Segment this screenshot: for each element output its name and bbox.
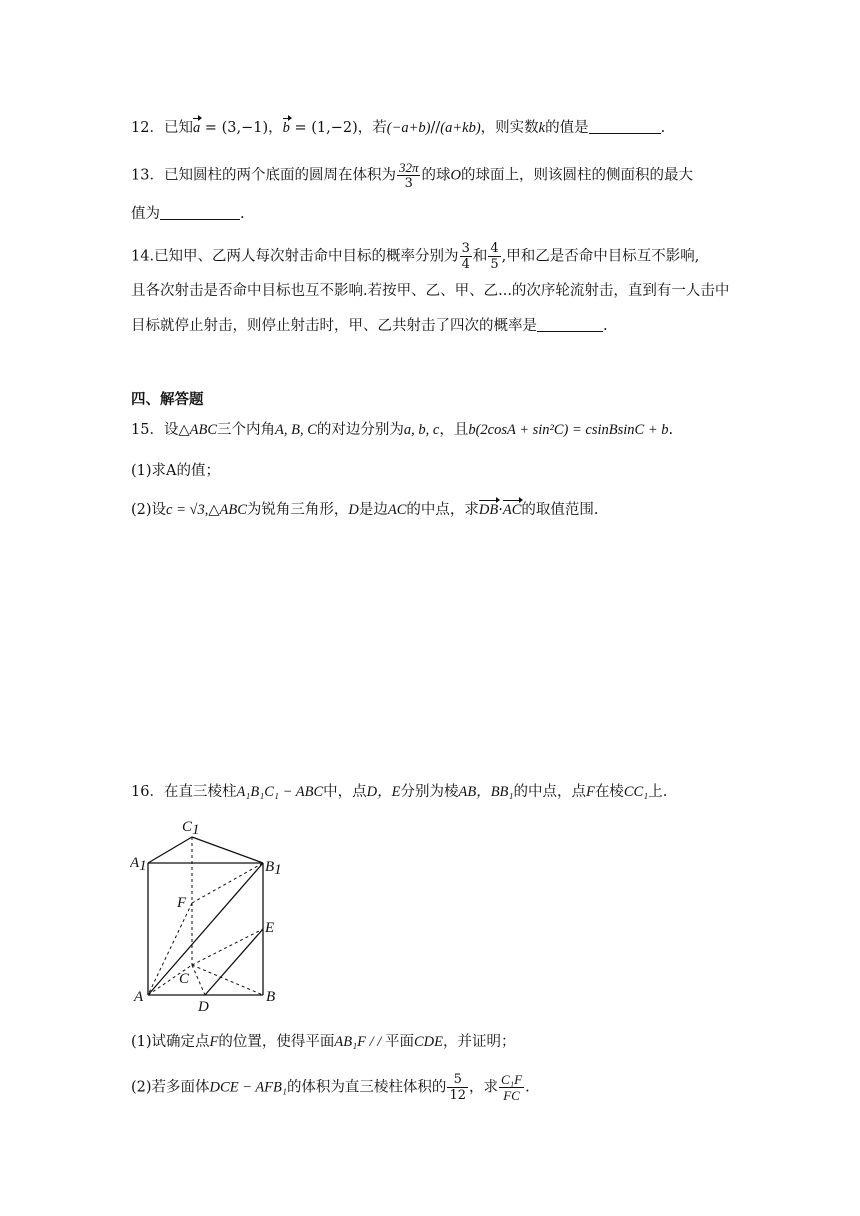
- q15-text1: 设: [163, 422, 179, 438]
- q15-p2-vector-AC: AC: [502, 502, 522, 518]
- q16-BB1: BB₁: [490, 784, 514, 800]
- q14-end: .: [603, 318, 608, 334]
- q14-text4: 目标就停止射击，则停止射击时，甲、乙共射击了四次的概率是: [131, 318, 537, 334]
- q15-part1-text: (1)求A的值；: [131, 463, 221, 479]
- q16-p2-ratio-den: FC: [503, 1088, 520, 1103]
- q16-p1-d: ，并证明；: [442, 1034, 516, 1050]
- q16-number: 16．: [131, 784, 164, 800]
- question-15-part2: [131, 500, 599, 520]
- q13-number: 13．: [131, 167, 164, 184]
- q15-p2-d: 的中点，求: [406, 502, 479, 518]
- q16-p1-parallel: / /: [366, 1034, 385, 1050]
- question-14-line3: [131, 315, 608, 336]
- q16-F: F: [585, 784, 595, 800]
- q16-p1-a: (1)试确定点: [131, 1034, 210, 1050]
- label-A: A: [134, 989, 144, 1005]
- q14-frac-1: [460, 241, 472, 272]
- q16-text5: 在棱: [594, 784, 624, 800]
- q15-text4: ，且: [439, 422, 469, 438]
- section-title: 四、解答题: [131, 392, 204, 408]
- question-15-part1: [131, 461, 220, 481]
- q15-p2-AC: AC: [387, 502, 407, 518]
- q16-p1-c: 平面: [384, 1034, 414, 1050]
- q12-tail: 的值是: [545, 120, 589, 136]
- q13-text3: 的球面上，则该圆柱的侧面积的最大: [460, 167, 693, 184]
- q13-text4: 值为: [131, 206, 160, 222]
- label-D: D: [198, 999, 209, 1015]
- edge-DE: [205, 929, 263, 995]
- q15-p2-a: (2)设: [131, 502, 167, 518]
- q16-p2-frac-num: 5: [447, 1072, 468, 1088]
- q16-p1-b: 的位置，使得平面: [218, 1034, 335, 1050]
- label-C: C: [179, 971, 190, 987]
- q14-text2: ,甲和乙是否命中目标互不影响,: [501, 248, 700, 265]
- q15-equation: b(2cosA + sin²C) = csinBsinC + b: [468, 422, 669, 438]
- q15-end: .: [668, 422, 674, 438]
- q12-parallel: //: [430, 120, 441, 136]
- q16-p2-b: 的体积为直三棱柱体积的: [286, 1079, 447, 1096]
- q15-number: 15．: [131, 422, 164, 438]
- q16-text1: 在直三棱柱: [163, 784, 237, 800]
- question-13-cont: [131, 203, 245, 224]
- prism-figure: [130, 815, 290, 1015]
- q16-CC1: CC₁: [623, 784, 649, 800]
- q14-text1: 已知甲、乙两人每次射击命中目标的概率分别为: [154, 248, 459, 265]
- q14-frac2-num: 4: [490, 241, 499, 256]
- q13-fraction: [397, 160, 421, 191]
- q14-frac1-den: 4: [461, 257, 470, 272]
- q16-p2-ratio: [499, 1072, 524, 1103]
- edge-A1C1: [148, 837, 192, 863]
- edge-CE: [192, 929, 263, 965]
- label-B1: B1: [265, 859, 282, 878]
- q16-p2-frac-den: 12: [449, 1088, 466, 1103]
- q12-prefix: 已知: [163, 120, 193, 136]
- q14-answer-blank[interactable]: [537, 315, 603, 332]
- q15-triangle: △ABC: [178, 422, 217, 438]
- q12-number: 12．: [131, 120, 164, 136]
- q13-text1: 已知圆柱的两个底面的圆周在体积为: [163, 167, 396, 184]
- q13-end: .: [240, 206, 245, 222]
- q16-p2-polyhedron: DCE − AFB₁: [209, 1079, 287, 1096]
- label-F: F: [177, 895, 187, 911]
- q12-end: .: [660, 120, 666, 136]
- q14-frac1-num: 3: [461, 241, 470, 256]
- edge-AB1: [148, 863, 263, 995]
- vector-a-symbol: a: [192, 120, 201, 136]
- q12-lhs: (−a+b): [386, 120, 431, 136]
- q14-frac-2: [488, 241, 500, 272]
- q16-AB: AB，: [458, 784, 491, 800]
- q16-p1-plane2: CDE: [413, 1034, 443, 1050]
- q15-p2-triangle: △ABC: [208, 502, 247, 518]
- q16-p2-fraction: [447, 1072, 468, 1103]
- q12-ask: ，则实数: [480, 120, 539, 136]
- q12-rhs: (a+kb): [440, 120, 481, 136]
- q15-p2-c: c = √3,: [166, 502, 209, 518]
- q15-angles: A, B, C: [275, 422, 317, 438]
- q12-condition: 若: [372, 120, 387, 136]
- q14-number: 14.: [131, 248, 155, 265]
- q15-text2: 三个内角: [217, 422, 275, 438]
- q15-p2-b: 为锐角三角形，: [246, 502, 349, 518]
- q15-p2-c2: 是边: [358, 502, 388, 518]
- vector-b-value: (1,−2): [311, 120, 358, 136]
- q15-p2-dot: ·: [498, 502, 503, 518]
- label-C1: C1: [182, 819, 200, 838]
- label-A1: A1: [130, 855, 147, 874]
- q15-sides: a, b, c: [403, 422, 440, 438]
- q13-frac-den: 3: [404, 176, 413, 191]
- q13-text2: 的球: [421, 167, 451, 184]
- q13-answer-blank[interactable]: [160, 203, 240, 220]
- question-13: [131, 160, 693, 191]
- q14-frac2-den: 5: [490, 257, 499, 272]
- q16-text2: 中，点: [323, 784, 367, 800]
- q15-p2-D: D: [348, 502, 359, 518]
- q16-text6: 上.: [648, 784, 668, 800]
- q16-p2-c: ，求: [468, 1079, 498, 1096]
- q16-p1-F: F: [209, 1034, 219, 1050]
- vector-a-value: (3,−1): [221, 120, 269, 136]
- label-E: E: [265, 920, 275, 936]
- q16-p2-end: .: [525, 1079, 530, 1096]
- question-16-part2: [131, 1072, 530, 1103]
- q14-text3: 且各次射击是否命中目标也互不影响.若按甲、乙、甲、乙...的次序轮流射击，直到有一人击中: [131, 283, 730, 299]
- label-B: B: [266, 989, 276, 1005]
- q16-p1-plane1: AB₁F: [334, 1034, 367, 1050]
- q15-p2-e: 的取值范围.: [521, 502, 599, 518]
- q16-text3: 分别为棱: [400, 784, 459, 800]
- q15-p2-vector-DB: DB: [478, 502, 499, 518]
- q16-prism: A₁B₁C₁ − ABC: [236, 784, 324, 800]
- q13-frac-num: 32π: [398, 160, 419, 175]
- question-15: [131, 420, 673, 440]
- q12-k: k: [538, 120, 546, 136]
- edge-C1B1: [192, 837, 263, 863]
- q15-text3: 的对边分别为: [316, 422, 404, 438]
- question-14: [131, 241, 699, 272]
- question-14-line2: [131, 281, 729, 301]
- edge-FB1: [192, 863, 263, 903]
- question-12: 12．已知a = (3,−1)，b = (1,−2)，若(−a+b)//(a+kb)，则实数k的值是 .: [131, 117, 665, 138]
- vector-b-symbol: b: [282, 120, 290, 136]
- q13-O: O: [450, 167, 461, 184]
- q14-and: 和: [472, 248, 488, 265]
- q16-p2-a: (2)若多面体: [131, 1079, 210, 1096]
- q16-text4: 的中点，点: [513, 784, 586, 800]
- question-16-part1: [131, 1032, 515, 1052]
- q12-answer-blank[interactable]: [589, 117, 661, 134]
- edge-CD: [192, 965, 205, 995]
- question-16: [131, 782, 667, 802]
- q16-p2-ratio-num: C₁F: [500, 1072, 523, 1087]
- q16-DE: D，E: [366, 784, 401, 800]
